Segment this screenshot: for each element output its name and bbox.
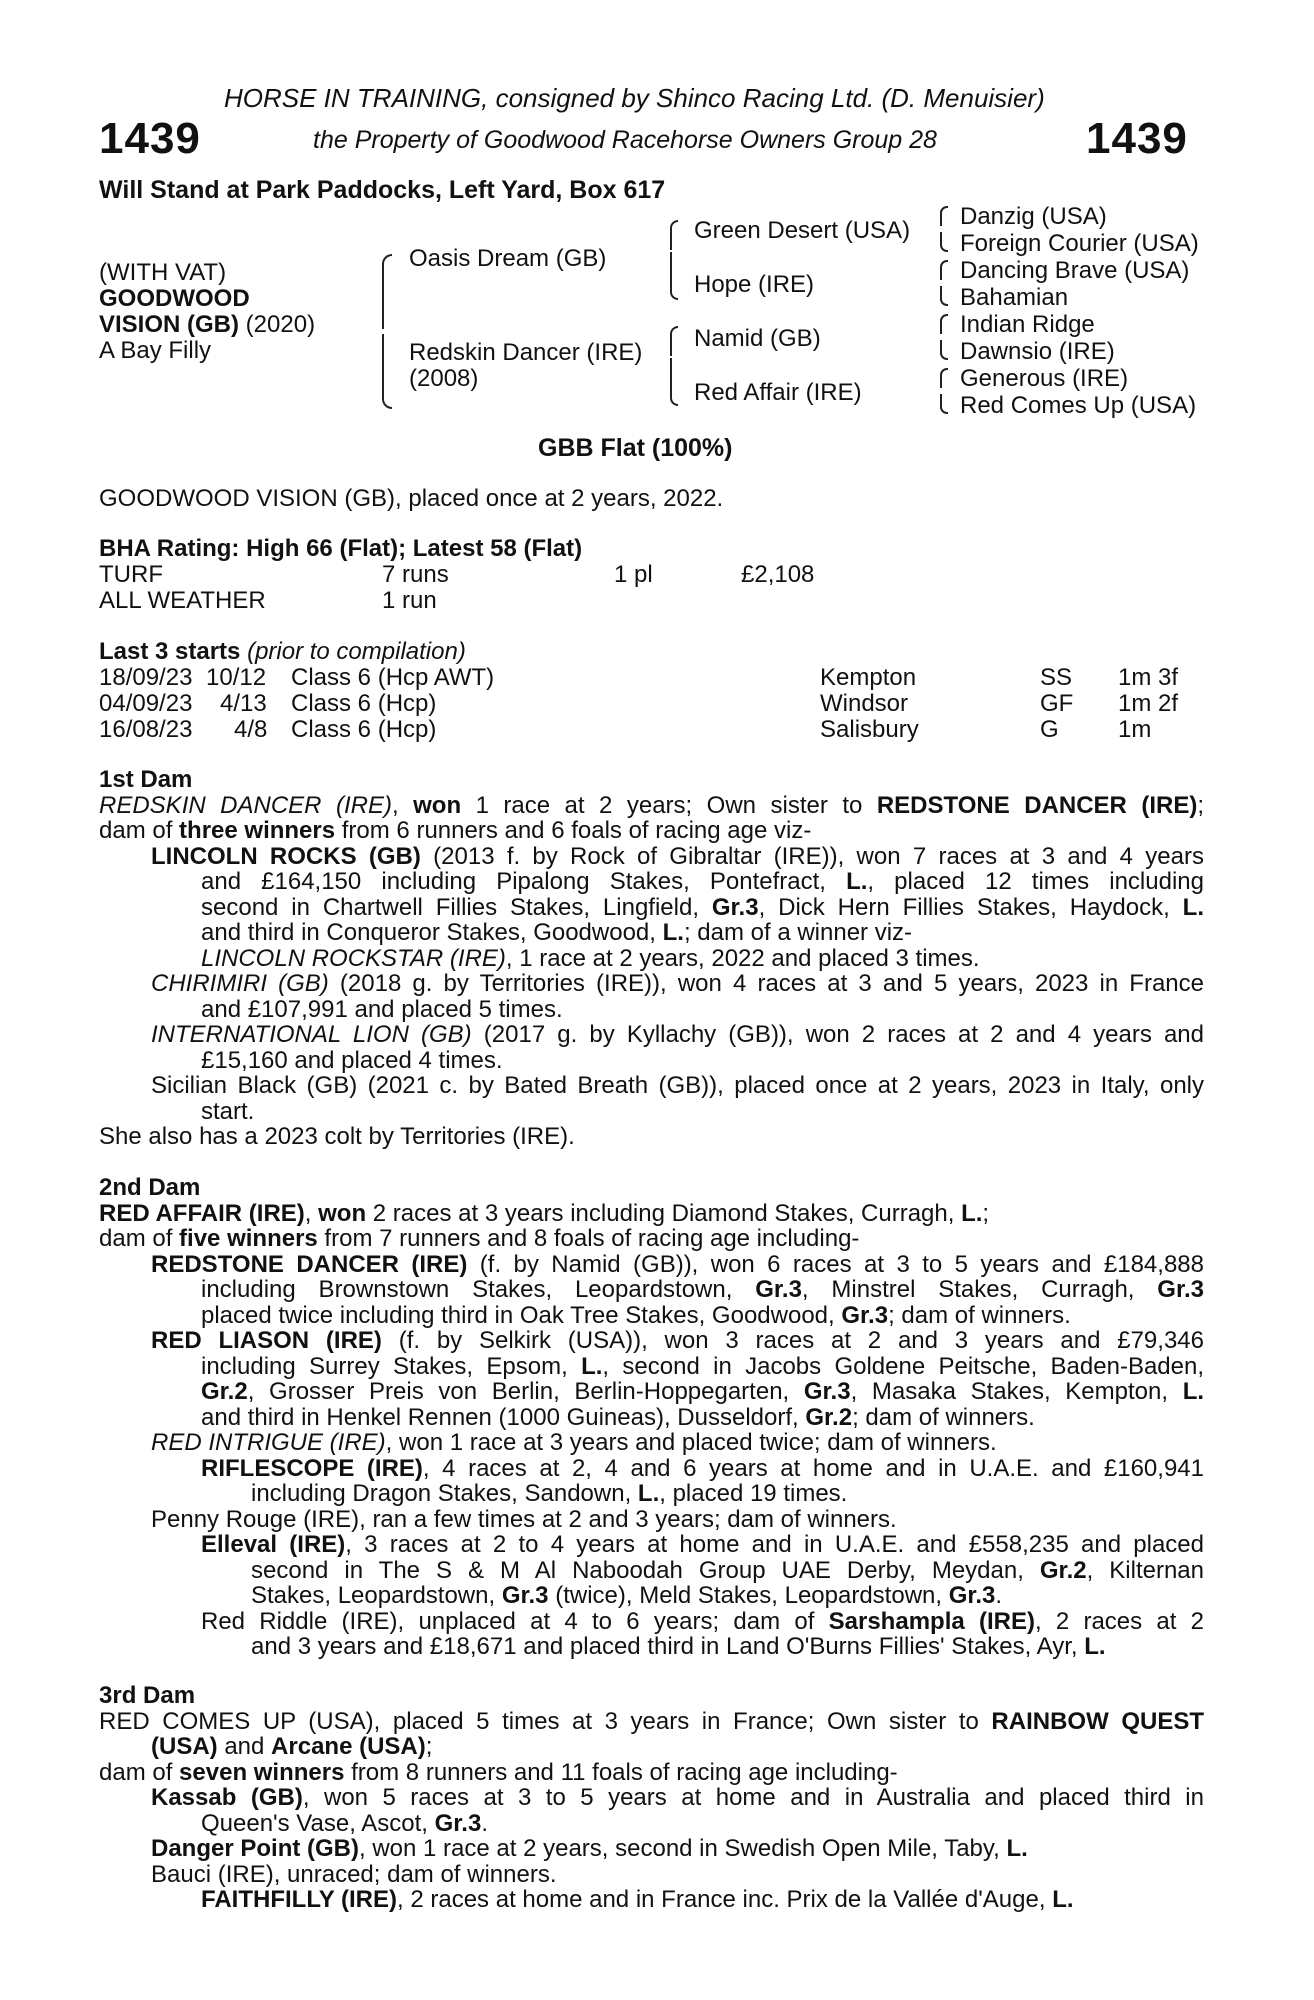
aw-surface: ALL WEATHER <box>99 587 266 614</box>
lot-number-left: 1439 <box>99 114 201 163</box>
start-course: Kempton <box>820 664 917 691</box>
text-span: dam of <box>99 817 180 844</box>
text-span: REDSTONE DANCER (IRE) <box>876 791 1198 819</box>
text-span: RED LIASON (IRE) <box>151 1327 382 1354</box>
progeny-line: £15,160 and placed 4 times. <box>201 1046 503 1074</box>
progeny-line <box>151 844 1204 870</box>
horse-name-line1: GOODWOOD <box>99 285 250 312</box>
progeny-line <box>201 1887 1204 1913</box>
text-span: VISION (GB) <box>99 311 240 338</box>
progeny-line <box>251 1583 1204 1609</box>
text-span: ; dam of a winner viz- <box>683 919 913 946</box>
progeny-line <box>201 1277 1204 1303</box>
text-span: and third in Henkel Rennen (1000 Guineas), Dusseldorf, <box>201 1403 806 1431</box>
text-span: (2018 g. by Territories (IRE)), won 4 races at 3 and 5 years, 2023 in France <box>328 970 1204 997</box>
text-span: RAINBOW QUEST <box>991 1707 1204 1735</box>
text-span: L. <box>846 868 868 895</box>
text-span: RED COMES UP (USA), placed 5 times at 3 years in France; Own sister to <box>99 1707 992 1735</box>
text-span: and £164,150 including Pipalong Stakes, Pontefract, <box>201 868 847 895</box>
text-span: Danger Point (GB) <box>151 1835 359 1862</box>
text-span: (2013 f. by Rock of Gibraltar (IRE)), won 7 races at 3 and 4 years <box>420 842 1204 870</box>
text-span: Gr.3 <box>948 1582 996 1609</box>
text-span: (f. by Selkirk (USA)), won 3 races at 2 and 3 years and £79,346 <box>381 1327 1204 1354</box>
text-span: , won 5 races at 3 to 5 years at home and in Australia and placed third in <box>302 1784 1204 1811</box>
progeny-line <box>201 1405 1204 1431</box>
text-span: second in Chartwell Fillies Stakes, Lingfield, <box>201 893 712 921</box>
last-starts-heading <box>99 639 466 665</box>
horse-name-line2 <box>99 312 315 338</box>
g3-brace-2b <box>940 286 948 306</box>
text-span: , won 1 race at 2 years, second in Swedish Open Mile, Taby, <box>359 1835 1007 1862</box>
progeny-line: Penny Rouge (IRE), ran a few times at 2 and 3 years; dam of winners. <box>151 1505 897 1533</box>
progeny-line: start. <box>201 1097 255 1125</box>
owner-line: the Property of Goodwood Racehorse Owners Group 28 <box>313 126 937 154</box>
text-span: (USA) <box>151 1733 218 1760</box>
progeny-line <box>151 1836 1204 1862</box>
text-span: INTERNATIONAL LION (GB) <box>151 1021 472 1048</box>
g3-brace-3 <box>940 314 948 334</box>
text-span: , <box>391 791 414 819</box>
text-span: . <box>995 1582 1003 1609</box>
text-span: 2 races at 3 years including Diamond Stakes, Curragh, <box>366 1199 962 1227</box>
text-span: , second in Jacobs Goldene Peitsche, Baden-Baden, <box>602 1352 1205 1380</box>
progeny-line <box>201 1609 1204 1635</box>
progeny-line <box>201 946 1204 972</box>
text-span: and <box>217 1733 272 1760</box>
third-dam-section <box>99 1683 1204 1913</box>
text-span: including Brownstown Stakes, Leopardstown, <box>201 1276 756 1303</box>
horse-description: A Bay Filly <box>99 337 212 364</box>
dam-brace-top <box>670 326 678 356</box>
start-distance: 1m 3f <box>1118 664 1179 691</box>
progeny-line: She also has a 2023 colt by Territories (IRE). <box>99 1123 575 1150</box>
text-span: CHIRIMIRI (GB) <box>151 970 329 997</box>
lot-number-right: 1439 <box>1086 114 1188 163</box>
g3-1: Danzig (USA) <box>960 203 1107 230</box>
progeny-line <box>151 1430 1204 1456</box>
text-span: (2017 g. by Kyllachy (GB)), won 2 races at 2 and 4 years and <box>471 1021 1204 1048</box>
text-span: Kassab (GB) <box>151 1784 303 1811</box>
text-span: L. <box>662 919 684 946</box>
text-span: Gr.2 <box>805 1403 853 1431</box>
g3-brace-1 <box>940 206 948 226</box>
text-span: Gr.3 <box>501 1582 549 1609</box>
text-span: ; <box>982 1199 990 1227</box>
text-span: and 3 years and £18,671 and placed third in Land O'Burns Fillies' Stakes, Ayr, <box>251 1633 1085 1660</box>
bha-rating-title: BHA Rating: High 66 (Flat); Latest 58 (Flat) <box>99 535 583 562</box>
text-span: Last 3 starts <box>99 638 241 665</box>
text-span: RED INTRIGUE (IRE) <box>151 1429 386 1456</box>
stand-location: Will Stand at Park Paddocks, Left Yard, Box 617 <box>99 176 666 204</box>
turf-placed: 1 pl <box>614 561 653 588</box>
text-span: Stakes, Leopardstown, <box>251 1582 502 1609</box>
progeny-line <box>151 1252 1204 1278</box>
text-span: placed twice including third in Oak Tree Stakes, Goodwood, <box>201 1301 842 1329</box>
dam-line <box>99 1226 1204 1252</box>
text-span: (twice), Meld Stakes, Leopardstown, <box>548 1582 949 1609</box>
progeny-line <box>151 1328 1204 1354</box>
text-span: ; dam of winners. <box>888 1301 1071 1329</box>
text-span: dam of <box>99 1225 180 1252</box>
first-dam-section <box>99 767 1204 1150</box>
start-distance: 1m <box>1118 716 1152 743</box>
race-summary: GOODWOOD VISION (GB), placed once at 2 years, 2022. <box>99 485 724 512</box>
progeny-line <box>201 1303 1204 1329</box>
progeny-line: Sicilian Black (GB) (2021 c. by Bated Breath (GB)), placed once at 2 years, 2023 in Italy, only <box>151 1072 1204 1099</box>
text-span: Gr.3 <box>841 1301 889 1329</box>
text-span: Queen's Vase, Ascot, <box>201 1809 435 1837</box>
progeny-line <box>201 1354 1204 1380</box>
text-span: (2020) <box>239 311 316 338</box>
text-span: L. <box>1182 1378 1205 1405</box>
dam-line <box>151 1734 1204 1760</box>
dam-line <box>99 1709 1204 1735</box>
pedigree-brace-bottom <box>382 334 392 409</box>
aw-runs: 1 run <box>382 587 437 614</box>
turf-prize: £2,108 <box>741 561 815 588</box>
text-span: , 4 races at 2, 4 and 6 years at home and in U.A.E. and £160,941 <box>422 1454 1204 1482</box>
progeny-line <box>151 1785 1204 1811</box>
text-span: from 7 runners and 8 foals of racing age including- <box>317 1225 860 1252</box>
progeny-line <box>201 1379 1204 1405</box>
start-class: Class 6 (Hcp AWT) <box>291 664 495 691</box>
section-title: 3rd Dam <box>99 1682 196 1709</box>
text-span: , Kilternan <box>1086 1556 1204 1584</box>
progeny-line <box>151 971 1204 997</box>
text-span: Gr.3 <box>1157 1276 1204 1303</box>
sire-brace-bottom <box>670 252 678 300</box>
section-title: 2nd Dam <box>99 1174 201 1201</box>
text-span: from 6 runners and 6 foals of racing age viz- <box>335 817 812 844</box>
text-span: . <box>481 1809 488 1837</box>
text-span: Gr.2 <box>201 1378 248 1405</box>
progeny-line <box>251 1481 1204 1507</box>
text-span: RED AFFAIR (IRE) <box>99 1199 305 1227</box>
gbb-rating: GBB Flat (100%) <box>538 434 733 462</box>
text-span: , Dick Hern Fillies Stakes, Haydock, <box>758 893 1183 921</box>
g3-brace-1b <box>940 232 948 252</box>
text-span: , Minstrel Stakes, Curragh, <box>801 1276 1158 1303</box>
g3-6: Dawnsio (IRE) <box>960 338 1115 365</box>
text-span: REDSTONE DANCER (IRE) <box>151 1250 468 1278</box>
start-date: 18/09/23 <box>99 664 193 691</box>
text-span: 1 race at 2 years; Own sister to <box>461 791 877 819</box>
text-span: (f. by Namid (GB)), won 6 races at 3 to 5 years and £184,888 <box>467 1250 1204 1278</box>
text-span: ; dam of winners. <box>852 1403 1035 1431</box>
dam-year: (2008) <box>409 365 479 392</box>
text-span: , 2 races at home and in France inc. Prix de la Vallée d'Auge, <box>397 1886 1053 1913</box>
text-span: and third in Conqueror Stakes, Goodwood, <box>201 919 663 946</box>
text-span: from 8 runners and 11 foals of racing age including- <box>344 1758 898 1786</box>
text-span: Gr.3 <box>803 1378 851 1405</box>
text-span: , 3 races at 2 to 4 years at home and in U.A.E. and £558,235 and placed <box>345 1531 1205 1558</box>
text-span: ; <box>1197 791 1204 819</box>
text-span: , <box>304 1199 319 1227</box>
start-going: SS <box>1040 664 1073 691</box>
dam-line <box>99 1760 1204 1786</box>
start-position: 4/8 <box>234 716 268 743</box>
start-going: G <box>1040 716 1059 743</box>
dam-sire: Namid (GB) <box>694 325 821 352</box>
start-date: 16/08/23 <box>99 716 193 743</box>
text-span: Sarshampla (IRE) <box>828 1607 1035 1635</box>
text-span: , Masaka Stakes, Kempton, <box>850 1378 1183 1405</box>
text-span: L. <box>637 1480 660 1507</box>
text-span: five winners <box>179 1225 318 1252</box>
progeny-line: Bauci (IRE), unraced; dam of winners. <box>151 1860 557 1888</box>
dam-line <box>99 818 1204 844</box>
dam: Redskin Dancer (IRE) <box>409 339 643 366</box>
consignor-line: HORSE IN TRAINING, consigned by Shinco Racing Ltd. (D. Menuisier) <box>224 83 1045 113</box>
text-span: (prior to compilation) <box>240 638 466 665</box>
text-span: , 2 races at 2 <box>1034 1607 1204 1635</box>
text-span: L. <box>1052 1886 1074 1913</box>
text-span: L. <box>961 1199 983 1227</box>
g3-7: Generous (IRE) <box>960 365 1129 392</box>
text-span: Gr.3 <box>755 1276 802 1303</box>
start-going: GF <box>1040 690 1074 717</box>
progeny-line <box>201 1456 1204 1482</box>
text-span: FAITHFILLY (IRE) <box>201 1886 398 1913</box>
dam-line <box>99 1201 1204 1227</box>
text-span: LINCOLN ROCKS (GB) <box>151 842 421 870</box>
pedigree-brace-top <box>382 254 392 329</box>
text-span: REDSKIN DANCER (IRE) <box>99 791 392 819</box>
text-span: , 1 race at 2 years, 2022 and placed 3 times. <box>505 944 980 972</box>
text-span: L. <box>1182 893 1204 921</box>
start-class: Class 6 (Hcp) <box>291 716 437 743</box>
second-dam-section <box>99 1175 1204 1660</box>
dam-line <box>99 793 1204 819</box>
start-distance: 1m 2f <box>1118 690 1179 717</box>
g3-8: Red Comes Up (USA) <box>960 392 1197 419</box>
sire: Oasis Dream (GB) <box>409 245 607 272</box>
text-span: , won 1 race at 3 years and placed twice; dam of winners. <box>385 1429 997 1456</box>
g3-5: Indian Ridge <box>960 311 1095 338</box>
turf-runs: 7 runs <box>382 561 449 588</box>
text-span: Elleval (IRE) <box>201 1531 346 1558</box>
progeny-line <box>251 1558 1204 1584</box>
text-span: Gr.3 <box>711 893 759 921</box>
text-span: , placed 12 times including <box>867 868 1204 895</box>
sire-sire: Green Desert (USA) <box>694 217 911 244</box>
progeny-line <box>251 1634 1204 1660</box>
text-span: LINCOLN ROCKSTAR (IRE) <box>201 944 506 972</box>
start-course: Windsor <box>820 690 909 717</box>
text-span: L. <box>1084 1633 1106 1660</box>
start-date: 04/09/23 <box>99 690 193 717</box>
progeny-line <box>201 920 1204 946</box>
start-course: Salisbury <box>820 716 919 743</box>
g3-4: Bahamian <box>960 284 1069 311</box>
g3-brace-2 <box>940 260 948 280</box>
g3-3: Dancing Brave (USA) <box>960 257 1190 284</box>
text-span: Arcane (USA) <box>271 1733 426 1760</box>
text-span: second in The S & M Al Naboodah Group UAE Derby, Meydan, <box>251 1556 1040 1584</box>
text-span: won <box>413 791 462 819</box>
progeny-line <box>201 1532 1204 1558</box>
text-span: L. <box>1006 1835 1028 1862</box>
text-span: seven winners <box>179 1758 345 1786</box>
start-position: 10/12 <box>206 664 267 691</box>
text-span: won <box>318 1199 367 1227</box>
progeny-line <box>151 1022 1204 1048</box>
text-span: dam of <box>99 1758 180 1786</box>
text-span: ; <box>425 1733 433 1760</box>
vat-label: (WITH VAT) <box>99 259 227 286</box>
turf-surface: TURF <box>99 561 163 588</box>
g3-2: Foreign Courier (USA) <box>960 230 1199 257</box>
text-span: including Dragon Stakes, Sandown, <box>251 1480 638 1507</box>
dam-dam: Red Affair (IRE) <box>694 379 862 406</box>
start-class: Class 6 (Hcp) <box>291 690 437 717</box>
text-span: L. <box>581 1352 603 1380</box>
start-position: 4/13 <box>220 690 267 717</box>
text-span: three winners <box>179 817 336 844</box>
text-span: , placed 19 times. <box>659 1480 848 1507</box>
g3-brace-3b <box>940 340 948 360</box>
text-span: Gr.2 <box>1039 1556 1087 1584</box>
text-span: RIFLESCOPE (IRE) <box>201 1454 423 1482</box>
text-span: Gr.3 <box>434 1809 482 1837</box>
text-span: including Surrey Stakes, Epsom, <box>201 1352 582 1380</box>
progeny-line <box>201 869 1204 895</box>
g3-brace-4 <box>940 368 948 388</box>
dam-brace-bottom <box>670 358 678 406</box>
text-span: Red Riddle (IRE), unplaced at 4 to 6 years; dam of <box>201 1607 829 1635</box>
progeny-line: and £107,991 and placed 5 times. <box>201 995 563 1023</box>
progeny-line <box>201 895 1204 921</box>
sire-brace-top <box>670 220 678 250</box>
progeny-line <box>201 1811 1204 1837</box>
section-title: 1st Dam <box>99 766 193 793</box>
sire-dam: Hope (IRE) <box>694 271 815 298</box>
text-span: , Grosser Preis von Berlin, Berlin-Hoppegarten, <box>247 1378 804 1405</box>
g3-brace-4b <box>940 394 948 414</box>
